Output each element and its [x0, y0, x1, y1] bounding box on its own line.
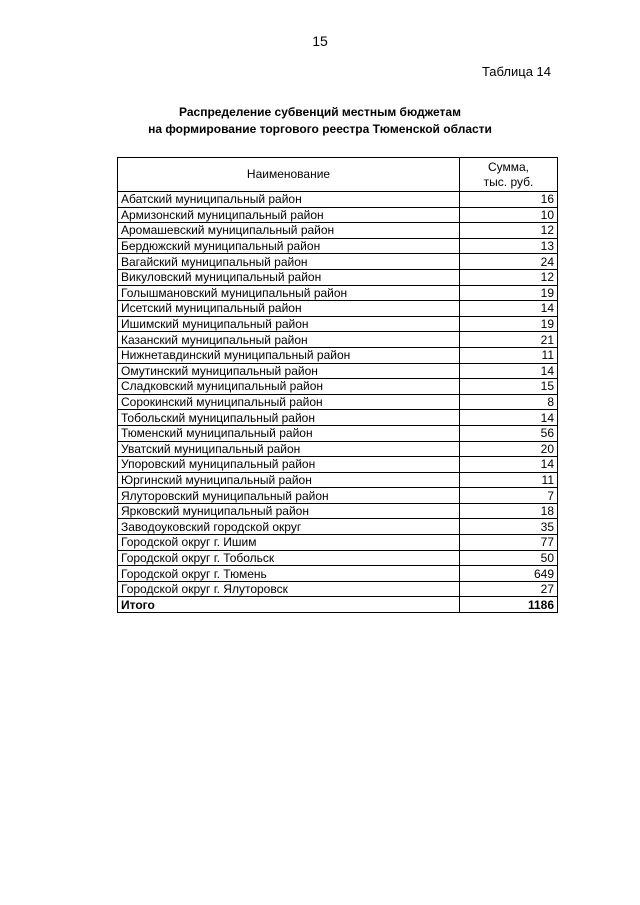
row-name: Тобольский муниципальный район	[118, 410, 460, 426]
table-row	[118, 269, 558, 285]
table-row	[118, 566, 558, 582]
row-sum: 19	[460, 285, 558, 301]
row-sum: 27	[460, 581, 558, 597]
table-row	[118, 238, 558, 254]
row-sum: 35	[460, 519, 558, 535]
table-row	[118, 301, 558, 317]
row-name: Городской округ г. Ялуторовск	[118, 581, 460, 597]
row-name: Аромашевский муниципальный район	[118, 223, 460, 239]
header-sum	[460, 158, 558, 192]
table-row	[118, 581, 558, 597]
row-sum: 14	[460, 363, 558, 379]
table-row	[118, 363, 558, 379]
row-sum: 21	[460, 332, 558, 348]
table-row	[118, 347, 558, 363]
table-row	[118, 394, 558, 410]
total-label: Итого	[118, 597, 460, 613]
table-row	[118, 285, 558, 301]
row-sum: 7	[460, 488, 558, 504]
row-name: Городской округ г. Тюмень	[118, 566, 460, 582]
table-header-row	[118, 158, 558, 192]
table-row	[118, 519, 558, 535]
table-row	[118, 207, 558, 223]
row-sum: 11	[460, 472, 558, 488]
row-name: Вагайский муниципальный район	[118, 254, 460, 270]
row-sum: 13	[460, 238, 558, 254]
table-row	[118, 550, 558, 566]
table-body	[118, 192, 558, 597]
page-number: 15	[312, 33, 328, 49]
subvention-table	[117, 157, 558, 613]
total-row	[118, 597, 558, 613]
row-sum: 12	[460, 269, 558, 285]
row-sum: 14	[460, 410, 558, 426]
row-name: Сладковский муниципальный район	[118, 379, 460, 395]
row-name: Бердюжский муниципальный район	[118, 238, 460, 254]
table-row	[118, 535, 558, 551]
table-row	[118, 316, 558, 332]
header-sum-line-2: тыс. руб.	[483, 174, 534, 189]
table-row	[118, 254, 558, 270]
table-row	[118, 457, 558, 473]
row-sum: 24	[460, 254, 558, 270]
title-line-2: на формирование торгового реестра Тюменской области	[148, 122, 492, 136]
table-label: Таблица 14	[481, 64, 551, 79]
row-name: Ишимский муниципальный район	[118, 316, 460, 332]
row-name: Ялуторовский муниципальный район	[118, 488, 460, 504]
row-sum: 20	[460, 441, 558, 457]
table-row	[118, 192, 558, 208]
row-name: Сорокинский муниципальный район	[118, 394, 460, 410]
table-row	[118, 410, 558, 426]
table-row	[118, 379, 558, 395]
row-sum: 649	[460, 566, 558, 582]
row-name: Городской округ г. Тобольск	[118, 550, 460, 566]
row-name: Ярковский муниципальный район	[118, 503, 460, 519]
row-sum: 11	[460, 347, 558, 363]
table-row	[118, 441, 558, 457]
document-title	[0, 104, 640, 138]
row-name: Омутинский муниципальный район	[118, 363, 460, 379]
row-name: Армизонский муниципальный район	[118, 207, 460, 223]
row-sum: 8	[460, 394, 558, 410]
row-name: Исетский муниципальный район	[118, 301, 460, 317]
row-name: Упоровский муниципальный район	[118, 457, 460, 473]
row-name: Нижнетавдинский муниципальный район	[118, 347, 460, 363]
row-sum: 56	[460, 425, 558, 441]
row-sum: 18	[460, 503, 558, 519]
table-row	[118, 425, 558, 441]
row-sum: 14	[460, 301, 558, 317]
table-row	[118, 223, 558, 239]
row-name: Юргинский муниципальный район	[118, 472, 460, 488]
header-name: Наименование	[118, 158, 460, 192]
row-sum: 15	[460, 379, 558, 395]
row-name: Викуловский муниципальный район	[118, 269, 460, 285]
row-sum: 14	[460, 457, 558, 473]
row-sum: 77	[460, 535, 558, 551]
table-row	[118, 472, 558, 488]
row-sum: 12	[460, 223, 558, 239]
title-line-1: Распределение субвенций местным бюджетам	[179, 105, 461, 119]
table-row	[118, 503, 558, 519]
row-name: Заводоуковский городской округ	[118, 519, 460, 535]
row-name: Уватский муниципальный район	[118, 441, 460, 457]
row-sum: 19	[460, 316, 558, 332]
row-sum: 16	[460, 192, 558, 208]
row-sum: 50	[460, 550, 558, 566]
row-name: Голышмановский муниципальный район	[118, 285, 460, 301]
table-row	[118, 488, 558, 504]
row-name: Городской округ г. Ишим	[118, 535, 460, 551]
row-sum: 10	[460, 207, 558, 223]
row-name: Абатский муниципальный район	[118, 192, 460, 208]
row-name: Казанский муниципальный район	[118, 332, 460, 348]
row-name: Тюменский муниципальный район	[118, 425, 460, 441]
table-row	[118, 332, 558, 348]
total-sum: 1186	[460, 597, 558, 613]
header-sum-line-1: Сумма,	[487, 159, 530, 174]
